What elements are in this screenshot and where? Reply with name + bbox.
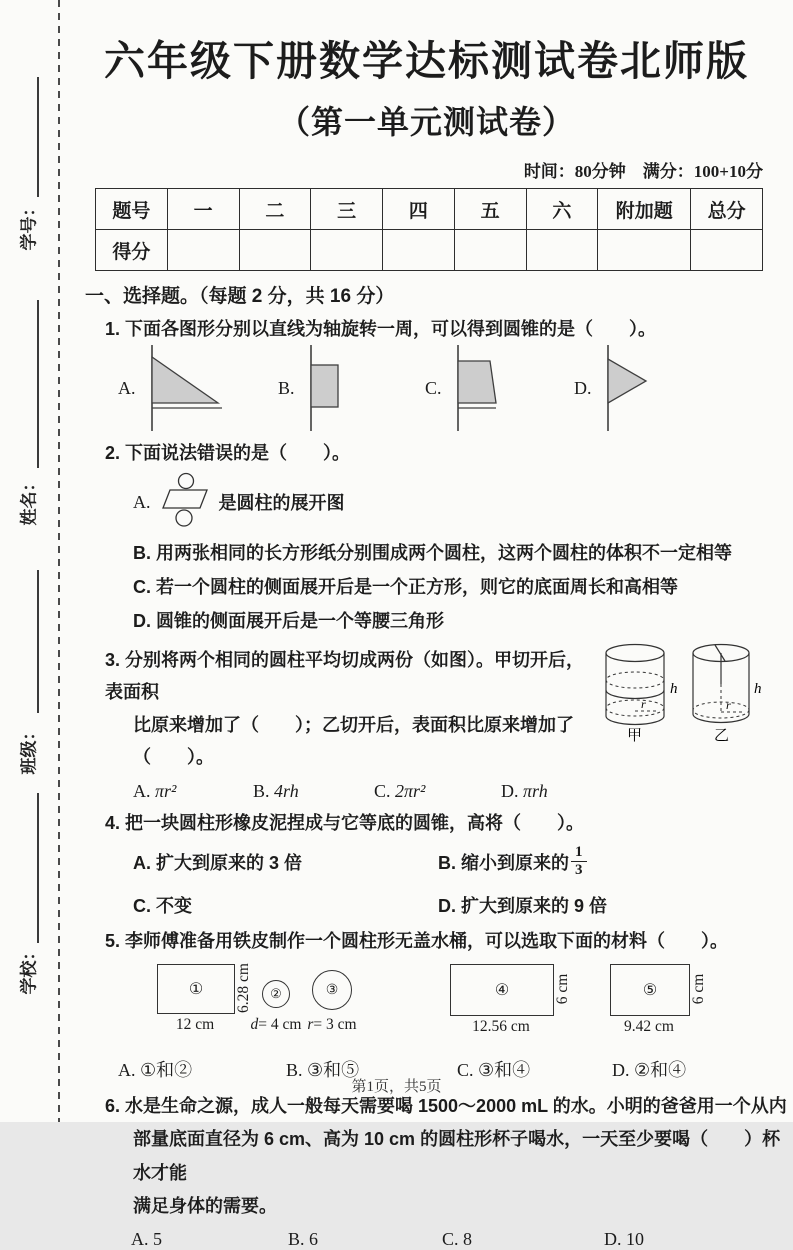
q3-option-a: A. πr² xyxy=(133,781,177,802)
yi-height-label: h xyxy=(754,680,762,697)
jia-radius-label: r xyxy=(641,696,646,711)
rect5-width-label: 9.42 cm xyxy=(624,1018,674,1035)
material-rect-1: ① xyxy=(157,964,235,1014)
q3-option-d: D. πrh xyxy=(501,781,548,802)
school-blank-line xyxy=(37,793,39,943)
student-id-label-text: 学号： xyxy=(19,199,39,251)
name-label-text: 姓名： xyxy=(19,474,39,526)
score-blank-cell xyxy=(454,230,526,271)
question-6-line3: 满足身体的需要。 xyxy=(133,1195,277,1216)
rect5-height-label: 6 cm xyxy=(690,973,707,1005)
q2-option-c: C. 若一个圆柱的侧面展开后是一个正方形，则它的底面周长和高相等 xyxy=(133,577,678,598)
score-blank-cell xyxy=(526,230,598,271)
q1-option-c-label: C. xyxy=(425,377,442,398)
score-header-cell: 题号 xyxy=(96,189,168,230)
q1-option-d-label: D. xyxy=(574,377,592,398)
question-2-text: 2. 下面说法错误的是（ ）。 xyxy=(105,443,351,464)
q5-option-c: C. ③和④ xyxy=(457,1060,531,1080)
score-blank-cell xyxy=(691,230,763,271)
q5-option-b: B. ③和⑤ xyxy=(286,1060,360,1080)
q2-option-d: D. 圆锥的侧面展开后是一个等腰三角形 xyxy=(133,610,444,631)
q4-option-c: C. 不变 xyxy=(133,895,193,916)
q4-option-d: D. 扩大到原来的 9 倍 xyxy=(438,895,608,916)
one-third-fraction: $\frac{1}{3}$ xyxy=(571,844,587,880)
score-table xyxy=(95,188,763,271)
material-rect-5: ⑤ xyxy=(610,964,690,1016)
question-6-text xyxy=(105,1090,793,1223)
score-header-cell: 附加题 xyxy=(598,189,691,230)
score-table-score-row xyxy=(96,230,763,271)
material-circle-2: ② xyxy=(262,980,290,1008)
score-table-header-row xyxy=(96,189,763,230)
score-header-cell: 三 xyxy=(311,189,383,230)
student-id-blank-line xyxy=(37,77,39,197)
q1-option-b xyxy=(278,344,347,432)
q1-option-d xyxy=(574,344,650,432)
score-header-cell: 一 xyxy=(167,189,239,230)
q4-option-b: B. 缩小到原来的 $\frac{1}{3}$ xyxy=(438,836,793,888)
rect1-height-label: 6.28 cm xyxy=(235,963,252,1013)
page-title: 六年级下册数学达标测试卷北师版 xyxy=(104,38,749,84)
score-blank-cell xyxy=(383,230,455,271)
yi-name-label: 乙 xyxy=(714,727,730,744)
question-1-figures xyxy=(60,344,793,432)
circle2-diameter-label: d= 4 cm xyxy=(250,1016,302,1033)
class-blank-line xyxy=(37,570,39,713)
score-blank-cell xyxy=(167,230,239,271)
question-3-options xyxy=(133,775,585,807)
score-header-cell: 二 xyxy=(239,189,311,230)
question-4-options xyxy=(133,836,793,918)
q2-option-b: B. 用两张相同的长方形纸分别围成两个圆柱，这两个圆柱的体积不一定相等 xyxy=(133,543,732,564)
question-5-figures xyxy=(60,958,793,1044)
question-1-text: 1. 下面各图形分别以直线为轴旋转一周，可以得到圆锥的是（ ）。 xyxy=(105,319,657,339)
q1-option-a xyxy=(118,344,224,432)
score-blank-cell xyxy=(598,230,691,271)
rotation-shape-a-figure xyxy=(142,345,224,431)
question-6-options xyxy=(131,1229,793,1250)
question-3-line2: 比原来增加了（ ）；乙切开后，表面积比原来增加了（ ）。 xyxy=(133,714,574,768)
cylinders-figure xyxy=(593,640,765,744)
rect4-width-label: 12.56 cm xyxy=(472,1018,530,1035)
score-header-cell: 四 xyxy=(383,189,455,230)
q6-option-b: B. 6 xyxy=(288,1229,319,1250)
score-header-cell: 总分 xyxy=(691,189,763,230)
q1-option-c xyxy=(425,344,500,432)
question-5-text: 5. 李师傅准备用铁皮制作一个圆柱形无盖水桶，可以选取下面的材料（ ）。 xyxy=(105,930,729,951)
class-label-text: 班级： xyxy=(19,723,39,775)
exam-meta: 时间：80分钟 满分：100+10分 xyxy=(523,162,763,181)
rotation-shape-c-figure xyxy=(448,345,500,431)
jia-name-label: 甲 xyxy=(627,727,643,744)
q3-option-b: B. 4rh xyxy=(253,781,299,802)
q2-option-a-label: A. xyxy=(133,491,151,512)
q2-option-a xyxy=(133,470,793,534)
yi-radius-label: r xyxy=(726,697,731,712)
score-blank-cell xyxy=(311,230,383,271)
q5-option-d: D. ②和④ xyxy=(612,1060,687,1080)
score-blank-cell xyxy=(239,230,311,271)
rect4-height-label: 6 cm xyxy=(554,973,571,1005)
page-number: 第1页，共5页 xyxy=(351,1079,442,1095)
q5-option-a: A. ①和② xyxy=(118,1060,193,1080)
q1-option-b-label: B. xyxy=(278,377,295,398)
q6-option-c: C. 8 xyxy=(442,1229,473,1250)
rotation-shape-b-figure xyxy=(301,345,347,431)
q6-option-d: D. 10 xyxy=(604,1229,644,1250)
score-header-cell: 六 xyxy=(526,189,598,230)
question-3 xyxy=(60,644,793,808)
circle3-radius-label: r= 3 cm xyxy=(307,1016,357,1033)
question-6-line1: 6. 水是生命之源，成人一般每天需要喝 1500～2000 mL 的水。小明的爸爸用一个从内 xyxy=(105,1096,787,1116)
material-rect-4: ④ xyxy=(450,964,554,1016)
score-header-cell: 五 xyxy=(454,189,526,230)
cylinder-net-figure xyxy=(159,472,211,532)
q2-option-a-text: 是圆柱的展开图 xyxy=(218,493,345,514)
question-6-line2: 部量底面直径为 6 cm、高为 10 cm 的圆柱形杯子喝水，一天至少要喝（ ）杯水才能 xyxy=(133,1129,781,1183)
q1-option-a-label: A. xyxy=(118,377,136,398)
rect1-width-label: 12 cm xyxy=(175,1016,215,1033)
name-blank-line xyxy=(37,300,39,468)
score-row-label: 得分 xyxy=(96,230,168,271)
section-heading: 一、选择题。（每题 2 分，共 16 分） xyxy=(85,286,395,307)
school-label-text: 学校： xyxy=(19,943,39,995)
material-circle-3: ③ xyxy=(312,970,352,1010)
page-subtitle: （第一单元测试卷） xyxy=(277,104,575,140)
q3-option-c: C. 2πr² xyxy=(374,781,426,802)
jia-height-label: h xyxy=(670,680,678,697)
q6-option-a: A. 5 xyxy=(131,1229,162,1250)
question-3-line1: 3. 分别将两个相同的圆柱平均切成两份（如图）。甲切开后，表面积 xyxy=(105,649,585,703)
question-4-text: 4. 把一块圆柱形橡皮泥捏成与它等底的圆锥，高将（ ）。 xyxy=(105,812,585,833)
q4-option-a: A. 扩大到原来的 3 倍 xyxy=(133,852,303,873)
rotation-shape-d-figure xyxy=(598,345,650,431)
